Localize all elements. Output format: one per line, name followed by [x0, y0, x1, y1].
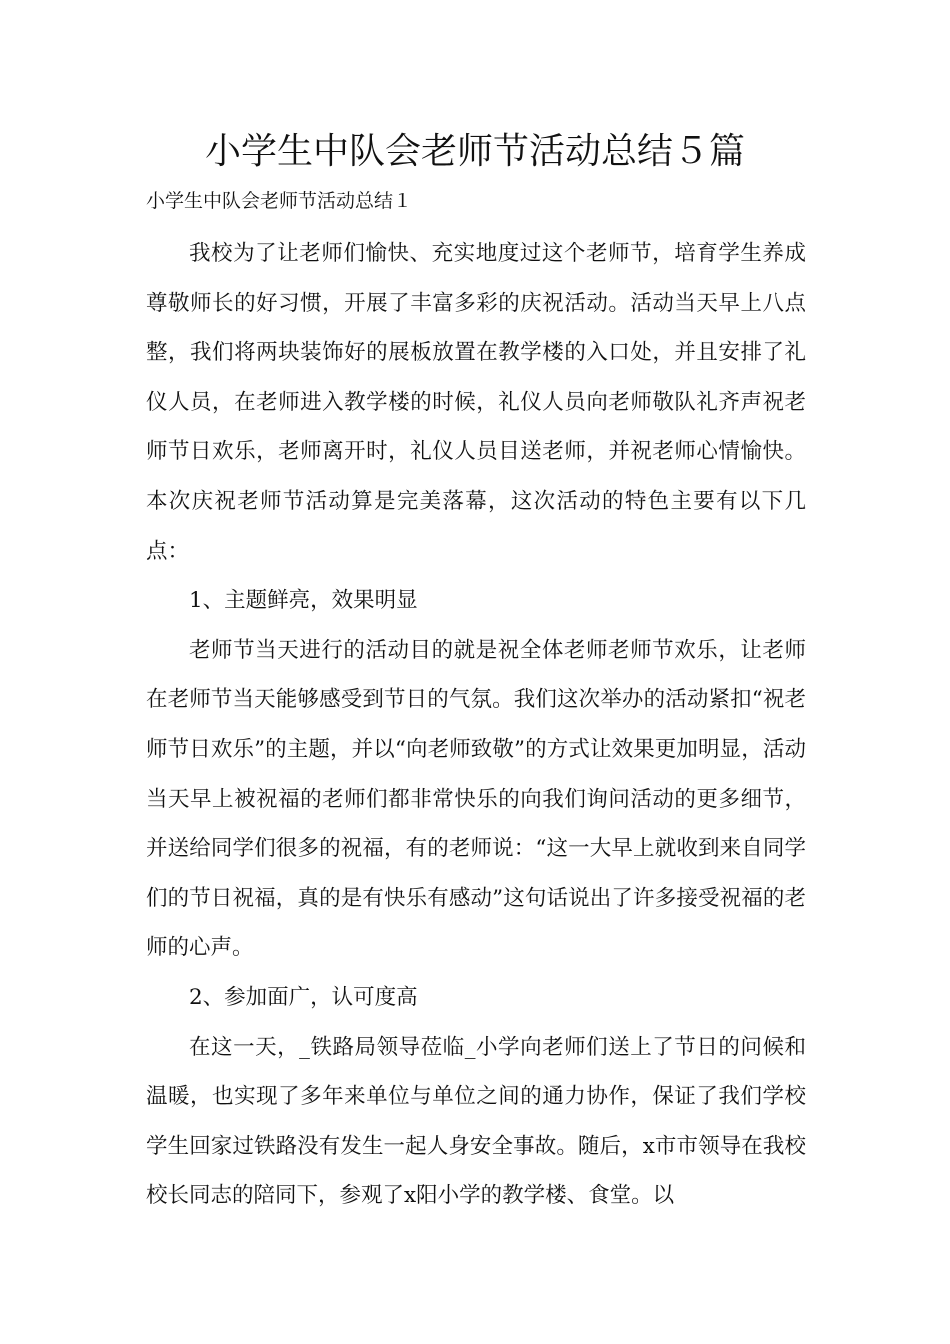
paragraph: 在这一天，_铁路局领导莅临_小学向老师们送上了节日的问候和温暖，也实现了多年来单位与单位之间的通力协作，保证了我们学校学生回家过铁路没有发生一起人身安全事故。随后，x市市领导在我校校长同志的陪同下，参观了x阳小学的教学楼、食堂。以 [146, 1034, 806, 1209]
paragraph: 我校为了让老师们愉快、充实地度过这个老师节，培育学生养成尊敬师长的好习惯，开展了丰富多彩的庆祝活动。活动当天早上八点整，我们将两块装饰好的展板放置在教学楼的入口处，并且安排了礼仪人员，在老师进入教学楼的时候，礼仪人员向老师敬队礼齐声祝老师节日欢乐，老师离开时，礼仪人员目送老师，并祝老师心情愉快。本次庆祝老师节活动算是完美落幕，这次活动的特色主要有以下几点： [146, 241, 806, 564]
section-heading: 2、参加面广，认可度高 [189, 984, 418, 1010]
paragraph: 老师节当天进行的活动目的就是祝全体老师老师节欢乐，让老师在老师节当天能够感受到节日的气氛。我们这次举办的活动紧扣“祝老师节日欢乐”的主题，并以“向老师致敬”的方式让效果更加明显，活动当天早上被祝福的老师们都非常快乐的向我们询问活动的更多细节，并送给同学们很多的祝福，有的老师说：“这一大早上就收到来自同学们的节日祝福，真的是有快乐有感动”这句话说出了许多接受祝福的老师的心声。 [146, 637, 806, 961]
section-heading: 1、主题鲜亮，效果明显 [189, 588, 418, 614]
document-body [146, 229, 806, 1221]
document-title: 小学生中队会老师节活动总结５篇 [204, 131, 745, 172]
document-subtitle: 小学生中队会老师节活动总结１ [146, 190, 413, 212]
